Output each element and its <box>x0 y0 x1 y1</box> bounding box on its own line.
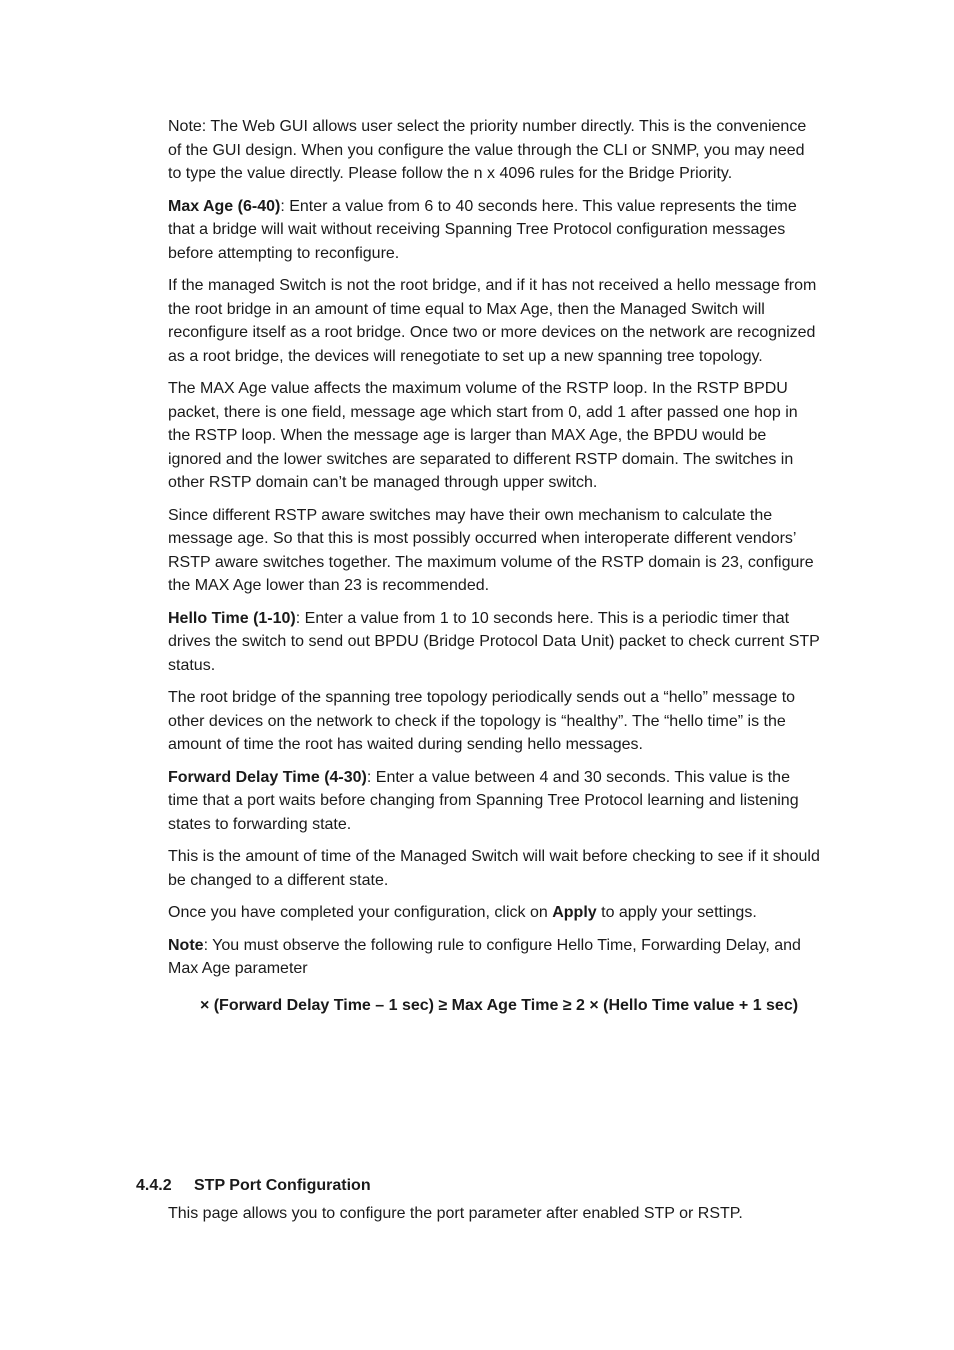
forward-delay-detail-paragraph: This is the amount of time of the Managed Switch will wait before checking to see if it should be changed to a different state. <box>168 848 820 889</box>
section-heading <box>136 1174 371 1198</box>
max-age-rstp-paragraph: The MAX Age value affects the maximum volume of the RSTP loop. In the RSTP BPDU packet, there is one field, message age which start from 0, add 1 after passed one hop in the RSTP loop. When the message age is larger than MAX Age, the BPDU would be ignored and the lower switches are separated to different RSTP domain. The switches in other RSTP domain can’t be managed through upper switch. <box>168 380 798 491</box>
max-age-detail-paragraph: If the managed Switch is not the root bridge, and if it has not received a hello message from the root bridge in an amount of time equal to Max Age, then the Managed Switch will reconfigure itself as a root bridge. Once two or more devices on the network are recognized as a root bridge, the devices will renegotiate to set up a new spanning tree topology. <box>168 277 817 365</box>
rstp-vendors-paragraph: Since different RSTP aware switches may have their own mechanism to calculate the message age. So that this is most possibly occurred when interoperate different vendors’ RSTP aware switches together. The maximum volume of the RSTP domain is 23, configure the MAX Age lower than 23 is recommended. <box>168 506 814 594</box>
document-body <box>168 115 820 1017</box>
forward-delay-paragraph <box>168 766 820 837</box>
hello-time-paragraph <box>168 607 820 678</box>
note-rule-term: Note <box>168 936 204 954</box>
hello-detail-paragraph: The root bridge of the spanning tree topology periodically sends out a “hello” message to other devices on the network to check if the topology is “healthy”. The “hello time” is the amount of time the root has waited during sending hello messages. <box>168 689 796 753</box>
apply-text-after: to apply your settings. <box>596 904 757 921</box>
forward-delay-term: Forward Delay Time (4-30) <box>168 768 367 786</box>
note-priority-paragraph: Note: The Web GUI allows user select the priority number directly. This is the convenience of the GUI design. When you configure the value through the CLI or SNMP, you may need to type the value directly. Please follow the n x 4096 rules for the Bridge Priority. <box>168 118 807 182</box>
max-age-text: : Enter a value from 6 to 40 seconds here. This value represents the time that a bridge will wait without receiving Spanning Tree Protocol configuration messages before attempting to reconfigure. <box>168 197 797 262</box>
hello-time-text: : Enter a value from 1 to 10 seconds here. This is a periodic timer that drives the switch to send out BPDU (Bridge Protocol Data Unit) packet to check current STP status. <box>168 609 820 674</box>
max-age-term: Max Age (6-40) <box>168 197 281 215</box>
section-number: 4.4.2 <box>136 1177 172 1194</box>
forward-delay-text: : Enter a value between 4 and 30 seconds. This value is the time that a port waits before changing from Spanning Tree Protocol learning and listening states to forwarding state. <box>168 768 799 833</box>
hello-time-term: Hello Time (1-10) <box>168 609 296 627</box>
section-intro: This page allows you to configure the port parameter after enabled STP or RSTP. <box>168 1205 743 1222</box>
timing-rule-formula: × (Forward Delay Time – 1 sec) ≥ Max Age Time ≥ 2 × (Hello Time value + 1 sec) <box>199 996 799 1014</box>
apply-text-before: Once you have completed your configuration, click on <box>168 904 553 921</box>
note-rule-text: : You must observe the following rule to configure Hello Time, Forwarding Delay, and Max Age parameter <box>168 936 801 977</box>
section-title: STP Port Configuration <box>194 1177 371 1194</box>
note-rule-paragraph <box>168 934 820 981</box>
apply-paragraph <box>168 901 820 925</box>
max-age-paragraph <box>168 195 820 266</box>
apply-term: Apply <box>552 904 597 921</box>
